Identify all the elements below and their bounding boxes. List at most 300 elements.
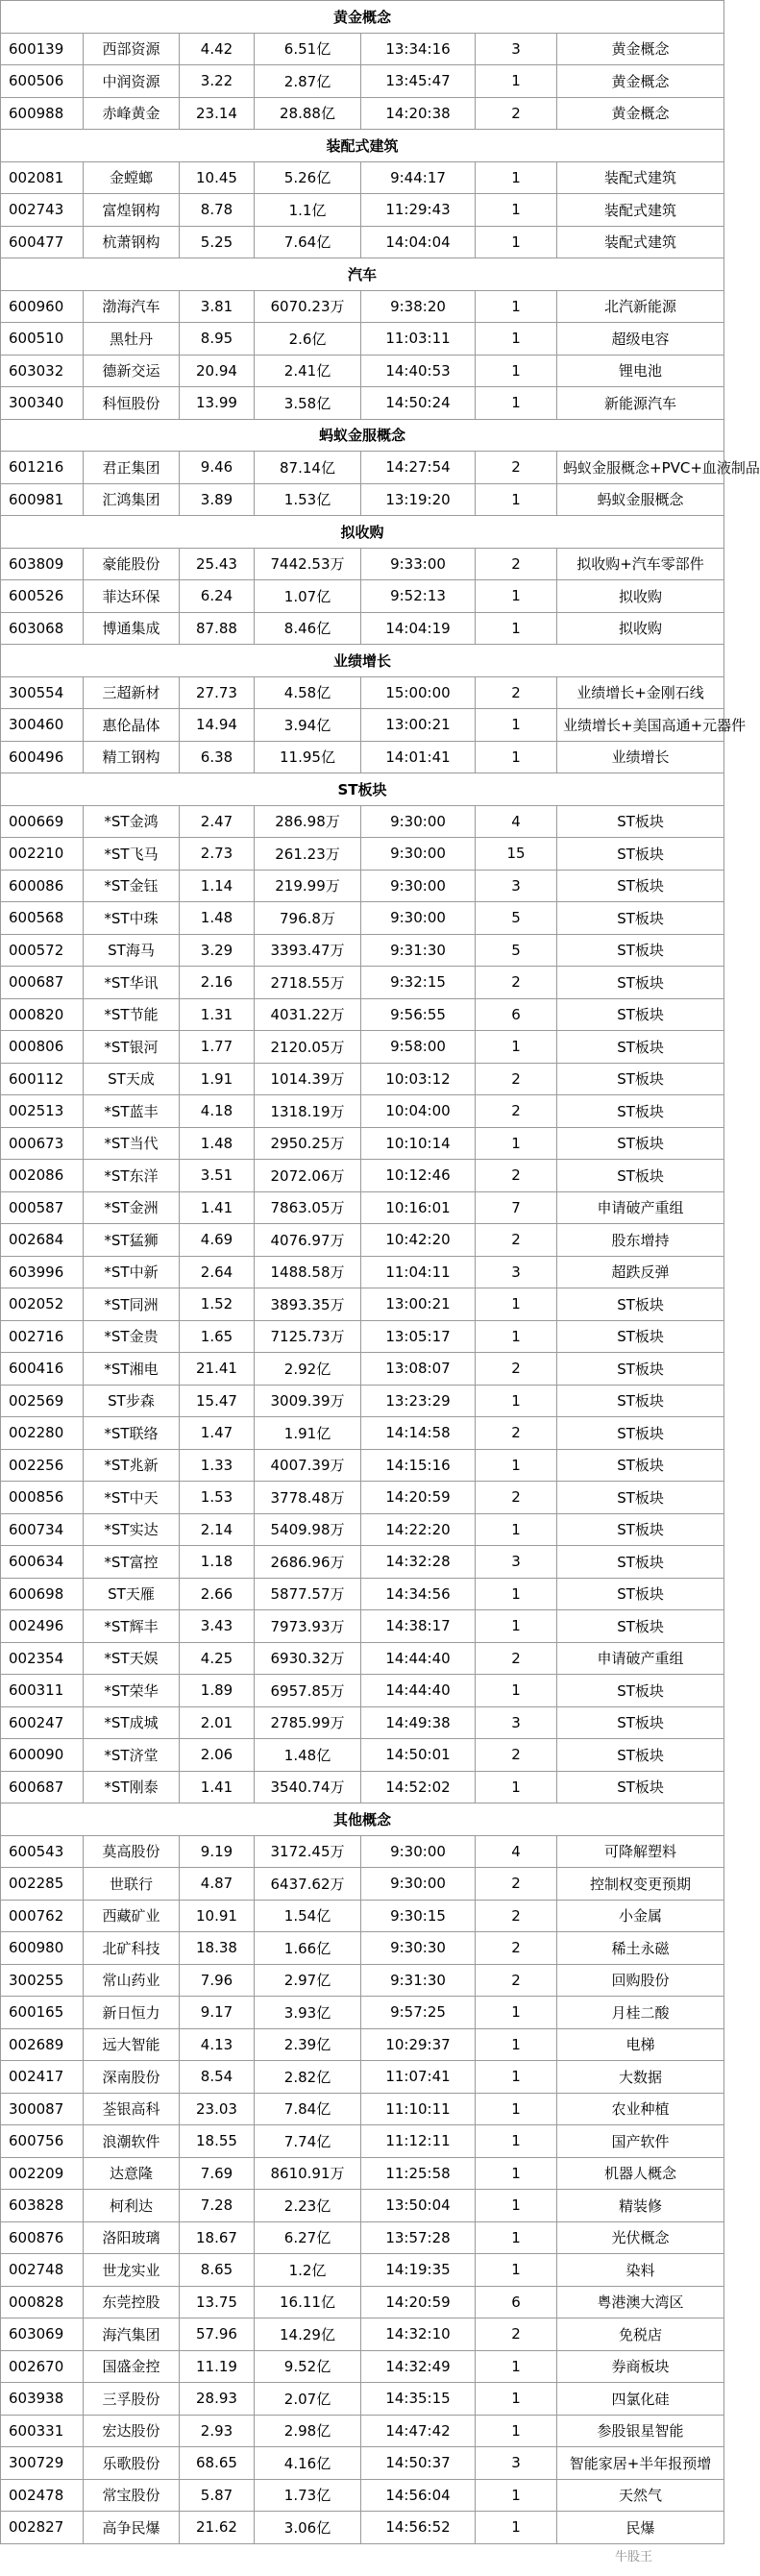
turnover-cell: 7125.73万 (255, 1320, 361, 1353)
reason-cell: 控制权变更预期 (557, 1868, 724, 1901)
price-cell: 6.24 (180, 580, 255, 613)
turnover-cell: 5409.98万 (255, 1513, 361, 1546)
reason-cell: ST板块 (557, 1095, 724, 1128)
price-cell: 1.48 (180, 902, 255, 935)
table-row (1, 2512, 724, 2544)
stock-name-cell: 豪能股份 (84, 548, 180, 580)
limit-up-time-cell: 14:56:04 (361, 2479, 476, 2512)
reason-cell: 装配式建筑 (557, 226, 724, 258)
turnover-cell: 1488.58万 (255, 1256, 361, 1288)
limit-up-time-cell: 13:00:21 (361, 709, 476, 742)
stock-code-cell: 600086 (1, 870, 84, 902)
price-cell: 2.64 (180, 1256, 255, 1288)
limit-up-time-cell: 9:30:00 (361, 805, 476, 838)
stock-name-cell: ST天雁 (84, 1578, 180, 1610)
board-count-cell: 1 (476, 1997, 557, 2029)
table-row (1, 2061, 724, 2094)
limit-up-time-cell: 14:14:58 (361, 1417, 476, 1450)
stock-code-cell: 600247 (1, 1706, 84, 1739)
stock-name-cell: *ST节能 (84, 998, 180, 1031)
table-row (1, 290, 724, 323)
table-row (1, 1095, 724, 1128)
stock-code-cell: 600311 (1, 1675, 84, 1707)
stock-code-cell: 002748 (1, 2254, 84, 2287)
price-cell: 23.03 (180, 2093, 255, 2125)
limit-up-time-cell: 10:16:01 (361, 1191, 476, 1224)
reason-cell: 参股银星智能 (557, 2415, 724, 2447)
turnover-cell: 796.8万 (255, 902, 361, 935)
stock-code-cell: 002086 (1, 1160, 84, 1192)
limit-up-time-cell: 11:10:11 (361, 2093, 476, 2125)
reason-cell: 机器人概念 (557, 2157, 724, 2190)
turnover-cell: 4007.39万 (255, 1449, 361, 1482)
board-count-cell: 1 (476, 1675, 557, 1707)
stock-name-cell: 北矿科技 (84, 1932, 180, 1965)
stock-name-cell: *ST刚泰 (84, 1771, 180, 1803)
price-cell: 1.52 (180, 1288, 255, 1321)
stock-name-cell: *ST金洲 (84, 1191, 180, 1224)
price-cell: 4.42 (180, 33, 255, 65)
limit-up-time-cell: 9:33:00 (361, 548, 476, 580)
price-cell: 2.47 (180, 805, 255, 838)
reason-cell: 精装修 (557, 2190, 724, 2222)
reason-cell: ST板块 (557, 1546, 724, 1579)
reason-cell: 可降解塑料 (557, 1835, 724, 1868)
table-row (1, 709, 724, 742)
turnover-cell: 2.07亿 (255, 2383, 361, 2416)
stock-name-cell: 远大智能 (84, 2028, 180, 2061)
board-count-cell: 2 (476, 548, 557, 580)
turnover-cell: 2.6亿 (255, 323, 361, 356)
limit-up-time-cell: 13:50:04 (361, 2190, 476, 2222)
section-title: 拟收购 (1, 516, 724, 549)
reason-cell: ST板块 (557, 1288, 724, 1321)
stock-code-cell: 002354 (1, 1642, 84, 1675)
limit-up-time-cell: 14:40:53 (361, 355, 476, 387)
stock-name-cell: 惠伦晶体 (84, 709, 180, 742)
reason-cell: ST板块 (557, 838, 724, 871)
board-count-cell: 1 (476, 2383, 557, 2416)
stock-name-cell: *ST实达 (84, 1513, 180, 1546)
reason-cell: 月桂二酸 (557, 1997, 724, 2029)
limit-up-time-cell: 14:38:17 (361, 1610, 476, 1643)
board-count-cell: 1 (476, 1771, 557, 1803)
turnover-cell: 2785.99万 (255, 1706, 361, 1739)
table-row (1, 1900, 724, 1932)
turnover-cell: 3540.74万 (255, 1771, 361, 1803)
section-header (1, 645, 724, 677)
board-count-cell: 2 (476, 1739, 557, 1772)
reason-cell: 大数据 (557, 2061, 724, 2094)
price-cell: 57.96 (180, 2318, 255, 2351)
stock-code-cell: 600960 (1, 290, 84, 323)
reason-cell: 民爆 (557, 2512, 724, 2544)
turnover-cell: 11.95亿 (255, 741, 361, 773)
table-row (1, 805, 724, 838)
stock-code-cell: 002209 (1, 2157, 84, 2190)
stock-code-cell: 000572 (1, 934, 84, 967)
board-count-cell: 1 (476, 1031, 557, 1064)
price-cell: 3.51 (180, 1160, 255, 1192)
stock-code-cell: 002496 (1, 1610, 84, 1643)
table-row (1, 1256, 724, 1288)
board-count-cell: 3 (476, 870, 557, 902)
table-row (1, 1739, 724, 1772)
turnover-cell: 8610.91万 (255, 2157, 361, 2190)
reason-cell: ST板块 (557, 1449, 724, 1482)
board-count-cell: 1 (476, 2415, 557, 2447)
board-count-cell: 4 (476, 805, 557, 838)
stock-code-cell: 300460 (1, 709, 84, 742)
stock-name-cell: 科恒股份 (84, 387, 180, 420)
price-cell: 8.95 (180, 323, 255, 356)
reason-cell: ST板块 (557, 1160, 724, 1192)
stock-name-cell: 国盛金控 (84, 2350, 180, 2383)
turnover-cell: 3.06亿 (255, 2512, 361, 2544)
board-count-cell: 2 (476, 1063, 557, 1095)
limit-up-time-cell: 14:50:01 (361, 1739, 476, 1772)
turnover-cell: 2120.05万 (255, 1031, 361, 1064)
stock-code-cell: 600981 (1, 483, 84, 516)
section-header (1, 1803, 724, 1836)
stock-code-cell: 603809 (1, 548, 84, 580)
reason-cell: 新能源汽车 (557, 387, 724, 420)
reason-cell: ST板块 (557, 1353, 724, 1386)
stock-name-cell: 君正集团 (84, 452, 180, 484)
stock-code-cell: 603069 (1, 2318, 84, 2351)
stock-code-cell: 600331 (1, 2415, 84, 2447)
board-count-cell: 1 (476, 387, 557, 420)
turnover-cell: 7.84亿 (255, 2093, 361, 2125)
limit-up-time-cell: 9:56:55 (361, 998, 476, 1031)
reason-cell: 蚂蚁金服概念 (557, 483, 724, 516)
table-row (1, 194, 724, 227)
price-cell: 2.66 (180, 1578, 255, 1610)
table-row (1, 967, 724, 999)
board-count-cell: 1 (476, 1127, 557, 1160)
section-header (1, 419, 724, 452)
reason-cell: 申请破产重组 (557, 1642, 724, 1675)
board-count-cell: 2 (476, 1224, 557, 1257)
price-cell: 10.91 (180, 1900, 255, 1932)
turnover-cell: 1.48亿 (255, 1739, 361, 1772)
reason-cell: 拟收购+汽车零部件 (557, 548, 724, 580)
turnover-cell: 4031.22万 (255, 998, 361, 1031)
price-cell: 4.87 (180, 1868, 255, 1901)
stock-name-cell: *ST荣华 (84, 1675, 180, 1707)
table-row (1, 1771, 724, 1803)
limit-up-time-cell: 14:34:56 (361, 1578, 476, 1610)
limit-up-time-cell: 14:01:41 (361, 741, 476, 773)
stock-name-cell: *ST中新 (84, 1256, 180, 1288)
turnover-cell: 2072.06万 (255, 1160, 361, 1192)
board-count-cell: 1 (476, 2157, 557, 2190)
watermark: 牛股王 (615, 2550, 653, 2564)
price-cell: 5.25 (180, 226, 255, 258)
stock-code-cell: 600543 (1, 1835, 84, 1868)
limit-up-time-cell: 14:15:16 (361, 1449, 476, 1482)
reason-cell: 业绩增长 (557, 741, 724, 773)
price-cell: 1.47 (180, 1417, 255, 1450)
stock-name-cell: 精工钢构 (84, 741, 180, 773)
reason-cell: 回购股份 (557, 1964, 724, 1997)
reason-cell: 股东增持 (557, 1224, 724, 1257)
reason-cell: ST板块 (557, 1578, 724, 1610)
limit-up-time-cell: 14:27:54 (361, 452, 476, 484)
price-cell: 1.41 (180, 1191, 255, 1224)
turnover-cell: 3778.48万 (255, 1482, 361, 1514)
limit-up-time-cell: 13:19:20 (361, 483, 476, 516)
limit-up-time-cell: 14:22:20 (361, 1513, 476, 1546)
stock-code-cell: 600698 (1, 1578, 84, 1610)
board-count-cell: 1 (476, 290, 557, 323)
reason-cell: 蚂蚁金服概念+PVC+血液制品 (557, 452, 724, 484)
board-count-cell: 2 (476, 1095, 557, 1128)
price-cell: 4.18 (180, 1095, 255, 1128)
stock-code-cell: 002743 (1, 194, 84, 227)
table-row (1, 1320, 724, 1353)
reason-cell: 国产软件 (557, 2125, 724, 2158)
turnover-cell: 2686.96万 (255, 1546, 361, 1579)
reason-cell: 光伏概念 (557, 2221, 724, 2254)
board-count-cell: 2 (476, 1642, 557, 1675)
stock-name-cell: *ST天娱 (84, 1642, 180, 1675)
table-row (1, 580, 724, 613)
table-row (1, 1997, 724, 2029)
limit-up-time-cell: 14:49:38 (361, 1706, 476, 1739)
stock-name-cell: 柯利达 (84, 2190, 180, 2222)
turnover-cell: 16.11亿 (255, 2286, 361, 2318)
turnover-cell: 6957.85万 (255, 1675, 361, 1707)
stock-name-cell: 黑牡丹 (84, 323, 180, 356)
stock-name-cell: 渤海汽车 (84, 290, 180, 323)
price-cell: 87.88 (180, 612, 255, 645)
turnover-cell: 3.93亿 (255, 1997, 361, 2029)
board-count-cell: 4 (476, 1835, 557, 1868)
board-count-cell: 1 (476, 1385, 557, 1417)
table-row (1, 1642, 724, 1675)
turnover-cell: 2950.25万 (255, 1127, 361, 1160)
board-count-cell: 1 (476, 2254, 557, 2287)
price-cell: 8.65 (180, 2254, 255, 2287)
limit-up-time-cell: 14:19:35 (361, 2254, 476, 2287)
reason-cell: 超级电容 (557, 323, 724, 356)
board-count-cell: 1 (476, 2125, 557, 2158)
table-row (1, 1353, 724, 1386)
stock-code-cell: 600510 (1, 323, 84, 356)
stock-code-cell: 000587 (1, 1191, 84, 1224)
table-row (1, 1706, 724, 1739)
reason-cell: ST板块 (557, 967, 724, 999)
reason-cell: 粤港澳大湾区 (557, 2286, 724, 2318)
reason-cell: ST板块 (557, 934, 724, 967)
stock-code-cell: 600139 (1, 33, 84, 65)
limit-up-time-cell: 14:32:49 (361, 2350, 476, 2383)
price-cell: 1.48 (180, 1127, 255, 1160)
turnover-cell: 9.52亿 (255, 2350, 361, 2383)
stock-name-cell: 富煌钢构 (84, 194, 180, 227)
board-count-cell: 1 (476, 2350, 557, 2383)
stock-code-cell: 000856 (1, 1482, 84, 1514)
reason-cell: 业绩增长+金刚石线 (557, 676, 724, 709)
table-row (1, 998, 724, 1031)
reason-cell: 券商板块 (557, 2350, 724, 2383)
board-count-cell: 2 (476, 1417, 557, 1450)
board-count-cell: 1 (476, 323, 557, 356)
table-row (1, 1224, 724, 1257)
limit-up-time-cell: 14:04:04 (361, 226, 476, 258)
table-row (1, 1513, 724, 1546)
stock-code-cell: 600496 (1, 741, 84, 773)
table-row (1, 2093, 724, 2125)
stock-name-cell: *ST华讯 (84, 967, 180, 999)
board-count-cell: 2 (476, 97, 557, 130)
stock-name-cell: 乐歌股份 (84, 2447, 180, 2480)
board-count-cell: 1 (476, 709, 557, 742)
stock-code-cell: 002210 (1, 838, 84, 871)
stock-name-cell: 菲达环保 (84, 580, 180, 613)
stock-code-cell: 300554 (1, 676, 84, 709)
limit-up-time-cell: 13:05:17 (361, 1320, 476, 1353)
turnover-cell: 261.23万 (255, 838, 361, 871)
stock-code-cell: 600634 (1, 1546, 84, 1579)
stock-name-cell: *ST金钰 (84, 870, 180, 902)
section-title: 业绩增长 (1, 645, 724, 677)
limit-up-time-cell: 14:32:10 (361, 2318, 476, 2351)
turnover-cell: 7.74亿 (255, 2125, 361, 2158)
board-count-cell: 3 (476, 1256, 557, 1288)
stock-code-cell: 603068 (1, 612, 84, 645)
board-count-cell: 1 (476, 2512, 557, 2544)
limit-up-time-cell: 9:30:00 (361, 870, 476, 902)
turnover-cell: 1.66亿 (255, 1932, 361, 1965)
section-title: 蚂蚁金服概念 (1, 419, 724, 452)
stock-name-cell: 常宝股份 (84, 2479, 180, 2512)
price-cell: 2.01 (180, 1706, 255, 1739)
turnover-cell: 2718.55万 (255, 967, 361, 999)
table-row (1, 1063, 724, 1095)
stock-code-cell: 002689 (1, 2028, 84, 2061)
table-row (1, 483, 724, 516)
board-count-cell: 1 (476, 1578, 557, 1610)
limit-up-time-cell: 13:23:29 (361, 1385, 476, 1417)
price-cell: 68.65 (180, 2447, 255, 2480)
turnover-cell: 4.58亿 (255, 676, 361, 709)
price-cell: 2.16 (180, 967, 255, 999)
limit-up-time-cell: 14:35:15 (361, 2383, 476, 2416)
table-row (1, 97, 724, 130)
table-row (1, 2221, 724, 2254)
reason-cell: 黄金概念 (557, 97, 724, 130)
price-cell: 14.94 (180, 709, 255, 742)
stock-code-cell: 002670 (1, 2350, 84, 2383)
table-row (1, 548, 724, 580)
table-row (1, 387, 724, 420)
turnover-cell: 1.1亿 (255, 194, 361, 227)
stock-name-cell: 海汽集团 (84, 2318, 180, 2351)
stock-code-cell: 600506 (1, 65, 84, 98)
stock-name-cell: *ST同洲 (84, 1288, 180, 1321)
price-cell: 4.25 (180, 1642, 255, 1675)
stock-code-cell: 600687 (1, 1771, 84, 1803)
stock-code-cell: 002280 (1, 1417, 84, 1450)
stock-name-cell: 西部资源 (84, 33, 180, 65)
limit-up-time-cell: 11:25:58 (361, 2157, 476, 2190)
stock-code-cell: 300729 (1, 2447, 84, 2480)
stock-code-cell: 002827 (1, 2512, 84, 2544)
limit-up-time-cell: 13:08:07 (361, 1353, 476, 1386)
reason-cell: ST板块 (557, 1385, 724, 1417)
board-count-cell: 2 (476, 676, 557, 709)
table-row (1, 2190, 724, 2222)
limit-up-time-cell: 9:30:00 (361, 1835, 476, 1868)
table-row (1, 1127, 724, 1160)
limit-up-time-cell: 14:32:28 (361, 1546, 476, 1579)
limit-up-time-cell: 13:00:21 (361, 1288, 476, 1321)
price-cell: 9.46 (180, 452, 255, 484)
limit-up-time-cell: 9:30:15 (361, 1900, 476, 1932)
price-cell: 4.69 (180, 1224, 255, 1257)
board-count-cell: 3 (476, 33, 557, 65)
reason-cell: 农业种植 (557, 2093, 724, 2125)
price-cell: 7.96 (180, 1964, 255, 1997)
stock-name-cell: *ST金鸿 (84, 805, 180, 838)
limit-up-time-cell: 14:50:24 (361, 387, 476, 420)
reason-cell: 业绩增长+美国高通+元器件 (557, 709, 724, 742)
stock-code-cell: 300340 (1, 387, 84, 420)
turnover-cell: 7863.05万 (255, 1191, 361, 1224)
stock-code-cell: 000673 (1, 1127, 84, 1160)
stock-code-cell: 002684 (1, 1224, 84, 1257)
board-count-cell: 2 (476, 2318, 557, 2351)
reason-cell: ST板块 (557, 1675, 724, 1707)
board-count-cell: 2 (476, 1160, 557, 1192)
turnover-cell: 3893.35万 (255, 1288, 361, 1321)
table-row (1, 2350, 724, 2383)
price-cell: 5.87 (180, 2479, 255, 2512)
limit-up-time-cell: 14:44:40 (361, 1675, 476, 1707)
turnover-cell: 1318.19万 (255, 1095, 361, 1128)
turnover-cell: 1.91亿 (255, 1417, 361, 1450)
reason-cell: 智能家居+半年报预增 (557, 2447, 724, 2480)
stock-name-cell: *ST成城 (84, 1706, 180, 1739)
stock-code-cell: 603828 (1, 2190, 84, 2222)
reason-cell: ST板块 (557, 902, 724, 935)
limit-up-time-cell: 14:20:59 (361, 1482, 476, 1514)
turnover-cell: 6930.32万 (255, 1642, 361, 1675)
limit-up-time-cell: 9:30:30 (361, 1932, 476, 1965)
reason-cell: ST板块 (557, 1063, 724, 1095)
board-count-cell: 15 (476, 838, 557, 871)
turnover-cell: 2.87亿 (255, 65, 361, 98)
reason-cell: 稀土永磁 (557, 1932, 724, 1965)
price-cell: 1.77 (180, 1031, 255, 1064)
stock-name-cell: *ST银河 (84, 1031, 180, 1064)
stock-name-cell: *ST飞马 (84, 838, 180, 871)
stock-code-cell: 600756 (1, 2125, 84, 2158)
table-row (1, 1031, 724, 1064)
table-row (1, 934, 724, 967)
board-count-cell: 1 (476, 2061, 557, 2094)
board-count-cell: 1 (476, 2028, 557, 2061)
table-row (1, 1482, 724, 1514)
table-row (1, 2157, 724, 2190)
limit-up-time-cell: 14:56:52 (361, 2512, 476, 2544)
stock-name-cell: *ST当代 (84, 1127, 180, 1160)
stock-name-cell: 博通集成 (84, 612, 180, 645)
reason-cell: 装配式建筑 (557, 161, 724, 194)
table-row (1, 33, 724, 65)
